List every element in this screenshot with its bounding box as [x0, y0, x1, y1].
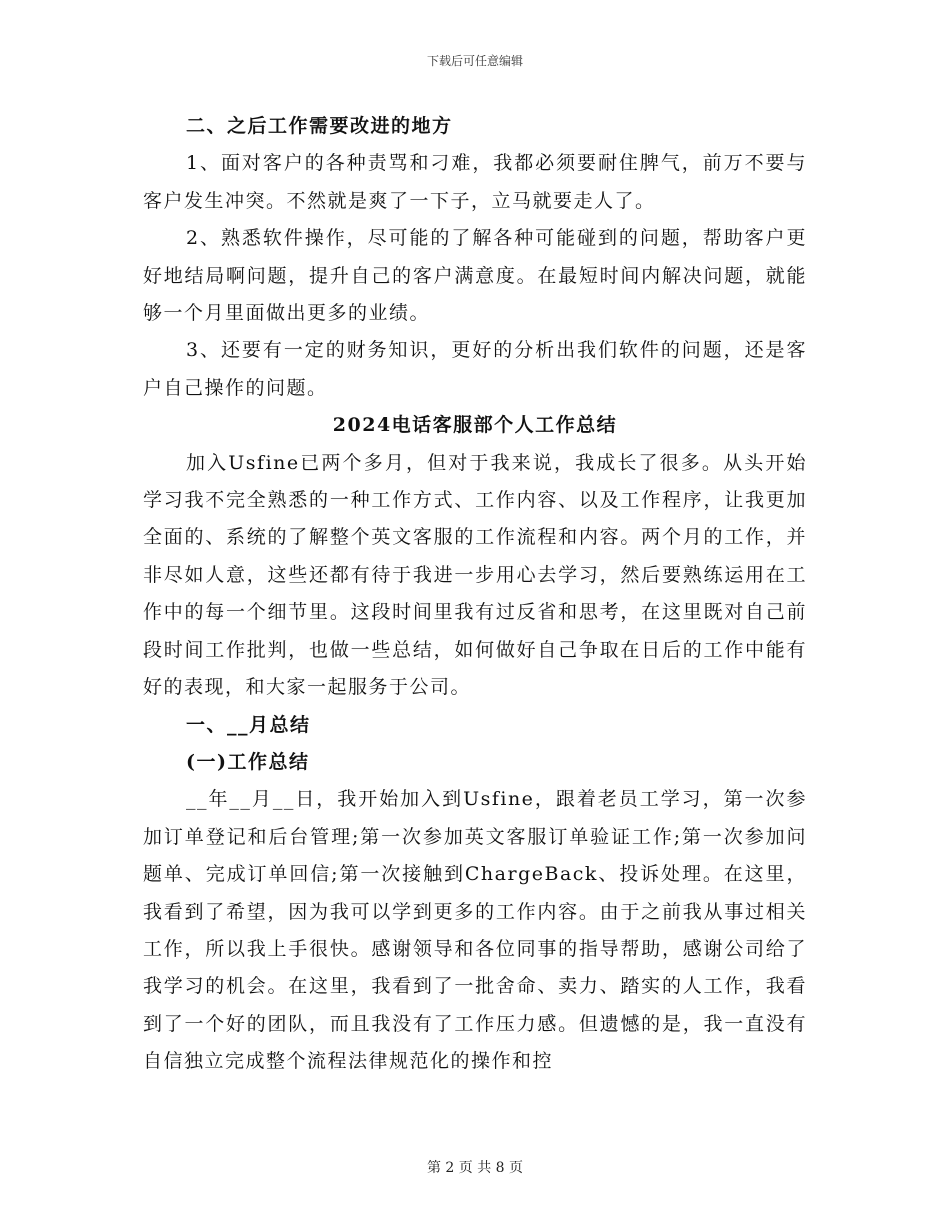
section-heading-improvements: 二、之后工作需要改进的地方: [186, 115, 453, 137]
paragraph-item-3: 3、还要有一定的财务知识，更好的分析出我们软件的问题，还是客户自己操作的问题。: [143, 339, 807, 399]
intro-paragraph: 加入Usfine已两个多月，但对于我来说，我成长了很多。从头开始学习我不完全熟悉的一种工作方式、工作内容、以及工作程序，让我更加全面的、系统的了解整个英文客服的工作流程和内容。两个月的工作，并非尽如人意，这些还都有待于我进一步用心去学习，然后要熟练运用在工作中的每一个细节里。这段时间里我有过反省和思考，在这里既对自己前段时间工作批判，也做一些总结，如何做好自己争取在日后的工作中能有好的表现，和大家一起服务于公司。: [143, 451, 807, 699]
paragraph-item-1: 1、面对客户的各种责骂和刁难，我都必须要耐住脾气，前万不要与客户发生冲突。不然就是爽了一下子，立马就要走人了。: [143, 152, 807, 212]
work-summary-paragraph: __年__月__日，我开始加入到Usfine，跟着老员工学习，第一次参加订单登记和后台管理;第一次参加英文客服订单验证工作;第一次参加问题单、完成订单回信;第一次接触到ChargeBack、投诉处理。在这里，我看到了希望，因为我可以学到更多的工作内容。由于之前我从事过相关工作，所以我上手很快。感谢领导和各位同事的指导帮助，感谢公司给了我学习的机会。在这里，我看到了一批舍命、卖力、踏实的人工作，我看到了一个好的团队，而且我没有了工作压力感。但遗憾的是，我一直没有自信独立完成整个流程法律规范化的操作和控: [143, 788, 807, 1073]
document-body: [143, 108, 807, 1081]
paragraph-item-2: 2、熟悉软件操作，尽可能的了解各种可能碰到的问题，帮助客户更好地结局啊问题，提升自己的客户满意度。在最短时间内解决问题，就能够一个月里面做出更多的业绩。: [143, 227, 807, 325]
page-footer: 第 2 页 共 8 页: [426, 1160, 524, 1176]
subsection-heading-work-summary: (一)工作总结: [186, 750, 310, 773]
section-heading-month-summary: 一、__月总结: [186, 713, 311, 736]
document-title: 2024电话客服部个人工作总结: [332, 414, 618, 437]
page-header: 下载后可任意编辑: [426, 54, 523, 68]
